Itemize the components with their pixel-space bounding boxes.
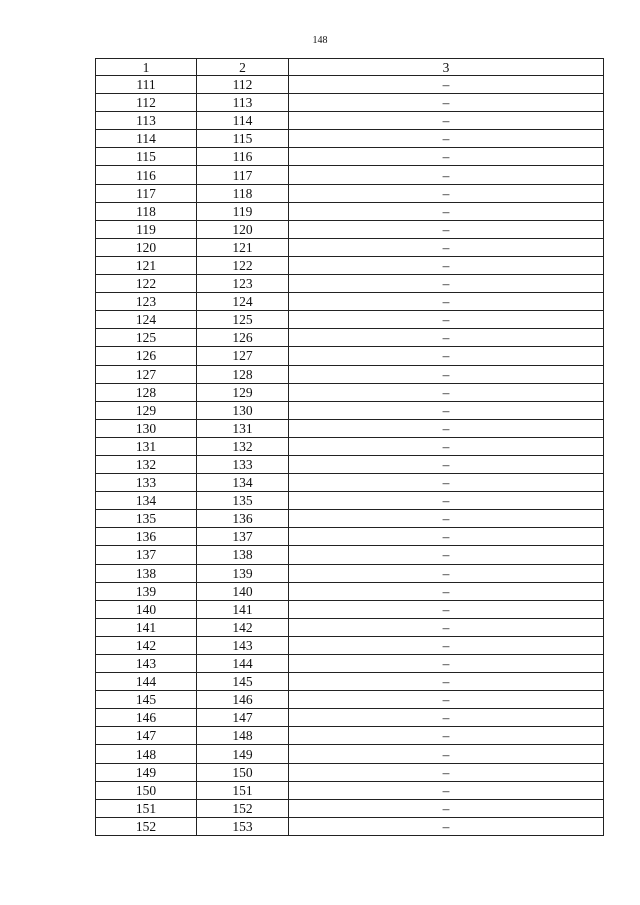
table-row — [96, 474, 604, 492]
table-row — [96, 600, 604, 618]
table-cell-col-3: – — [289, 492, 604, 510]
table-cell-col-3: – — [289, 474, 604, 492]
table-cell-col-3: – — [289, 455, 604, 473]
table-cell-col-1: 111 — [96, 76, 197, 94]
table-cell-col-3: – — [289, 311, 604, 329]
table-cell-col-2: 131 — [197, 419, 289, 437]
table-cell-col-2: 146 — [197, 691, 289, 709]
table-row — [96, 655, 604, 673]
table-cell-col-2: 121 — [197, 238, 289, 256]
table-cell-col-1: 122 — [96, 275, 197, 293]
table-cell-col-1: 141 — [96, 618, 197, 636]
table-row — [96, 112, 604, 130]
table-cell-col-2: 137 — [197, 528, 289, 546]
table-row — [96, 238, 604, 256]
table-cell-col-1: 137 — [96, 546, 197, 564]
table-cell-col-3: – — [289, 401, 604, 419]
table-cell-col-1: 146 — [96, 709, 197, 727]
table-cell-col-3: – — [289, 745, 604, 763]
table-cell-col-3: – — [289, 347, 604, 365]
table-cell-col-3: – — [289, 383, 604, 401]
table-row — [96, 817, 604, 835]
table-cell-col-2: 138 — [197, 546, 289, 564]
table-cell-col-2: 112 — [197, 76, 289, 94]
table-row — [96, 618, 604, 636]
table-cell-col-3: – — [289, 184, 604, 202]
table-cell-col-2: 114 — [197, 112, 289, 130]
table-cell-col-3: – — [289, 293, 604, 311]
table-row — [96, 401, 604, 419]
table-cell-col-3: – — [289, 220, 604, 238]
header-row — [96, 59, 604, 76]
table-cell-col-2: 143 — [197, 636, 289, 654]
table-cell-col-1: 134 — [96, 492, 197, 510]
table-cell-col-3: – — [289, 76, 604, 94]
table-cell-col-3: – — [289, 564, 604, 582]
table-cell-col-1: 150 — [96, 781, 197, 799]
table-cell-col-3: – — [289, 763, 604, 781]
table-cell-col-2: 115 — [197, 130, 289, 148]
table-cell-col-1: 113 — [96, 112, 197, 130]
table-cell-col-3: – — [289, 799, 604, 817]
table-cell-col-1: 121 — [96, 256, 197, 274]
table-row — [96, 691, 604, 709]
table-cell-col-3: – — [289, 510, 604, 528]
table-row — [96, 510, 604, 528]
table-cell-col-2: 153 — [197, 817, 289, 835]
table-cell-col-2: 150 — [197, 763, 289, 781]
data-table — [95, 58, 604, 836]
table-cell-col-2: 118 — [197, 184, 289, 202]
table-row — [96, 184, 604, 202]
table-cell-col-1: 117 — [96, 184, 197, 202]
table-cell-col-3: – — [289, 691, 604, 709]
table-cell-col-3: – — [289, 636, 604, 654]
table-cell-col-1: 142 — [96, 636, 197, 654]
table-cell-col-1: 143 — [96, 655, 197, 673]
table-cell-col-3: – — [289, 148, 604, 166]
table-cell-col-1: 148 — [96, 745, 197, 763]
table-cell-col-2: 145 — [197, 673, 289, 691]
table-cell-col-2: 130 — [197, 401, 289, 419]
table-cell-col-3: – — [289, 202, 604, 220]
table-row — [96, 492, 604, 510]
table-cell-col-2: 152 — [197, 799, 289, 817]
table-row — [96, 546, 604, 564]
table-cell-col-1: 127 — [96, 365, 197, 383]
table-cell-col-1: 130 — [96, 419, 197, 437]
table-header — [96, 59, 604, 76]
table-row — [96, 763, 604, 781]
table-cell-col-2: 140 — [197, 582, 289, 600]
table-row — [96, 455, 604, 473]
table-row — [96, 419, 604, 437]
table-cell-col-1: 114 — [96, 130, 197, 148]
table-cell-col-1: 133 — [96, 474, 197, 492]
table-cell-col-1: 131 — [96, 437, 197, 455]
table-cell-col-1: 115 — [96, 148, 197, 166]
table-cell-col-2: 122 — [197, 256, 289, 274]
table-row — [96, 564, 604, 582]
column-header-3: 3 — [289, 59, 604, 76]
table-row — [96, 528, 604, 546]
table-row — [96, 582, 604, 600]
table-cell-col-2: 128 — [197, 365, 289, 383]
table-row — [96, 94, 604, 112]
table-cell-col-1: 125 — [96, 329, 197, 347]
table-cell-col-3: – — [289, 817, 604, 835]
table-row — [96, 311, 604, 329]
table-cell-col-1: 151 — [96, 799, 197, 817]
table-row — [96, 166, 604, 184]
table-cell-col-3: – — [289, 600, 604, 618]
table-cell-col-1: 124 — [96, 311, 197, 329]
table-cell-col-2: 125 — [197, 311, 289, 329]
table-row — [96, 383, 604, 401]
table-cell-col-2: 132 — [197, 437, 289, 455]
table-row — [96, 673, 604, 691]
table-cell-col-1: 132 — [96, 455, 197, 473]
table-cell-col-2: 139 — [197, 564, 289, 582]
table-body — [96, 76, 604, 836]
table-cell-col-2: 133 — [197, 455, 289, 473]
table-cell-col-3: – — [289, 673, 604, 691]
table-cell-col-1: 145 — [96, 691, 197, 709]
table-cell-col-1: 112 — [96, 94, 197, 112]
table-cell-col-1: 123 — [96, 293, 197, 311]
table-cell-col-2: 113 — [197, 94, 289, 112]
table-row — [96, 636, 604, 654]
table-cell-col-2: 119 — [197, 202, 289, 220]
table-cell-col-3: – — [289, 655, 604, 673]
table-cell-col-2: 120 — [197, 220, 289, 238]
table-cell-col-3: – — [289, 546, 604, 564]
table-row — [96, 709, 604, 727]
table-cell-col-1: 147 — [96, 727, 197, 745]
table-cell-col-2: 135 — [197, 492, 289, 510]
table-cell-col-1: 135 — [96, 510, 197, 528]
table-row — [96, 365, 604, 383]
table-cell-col-2: 144 — [197, 655, 289, 673]
table-cell-col-2: 151 — [197, 781, 289, 799]
table-cell-col-2: 147 — [197, 709, 289, 727]
table-cell-col-1: 140 — [96, 600, 197, 618]
table-cell-col-2: 149 — [197, 745, 289, 763]
table-cell-col-3: – — [289, 94, 604, 112]
table-cell-col-3: – — [289, 528, 604, 546]
table-cell-col-2: 127 — [197, 347, 289, 365]
table-cell-col-3: – — [289, 781, 604, 799]
table-cell-col-3: – — [289, 709, 604, 727]
table-cell-col-3: – — [289, 437, 604, 455]
table-cell-col-1: 129 — [96, 401, 197, 419]
table-row — [96, 347, 604, 365]
table-row — [96, 799, 604, 817]
table-cell-col-1: 128 — [96, 383, 197, 401]
table-cell-col-1: 116 — [96, 166, 197, 184]
table-cell-col-1: 118 — [96, 202, 197, 220]
table-cell-col-2: 142 — [197, 618, 289, 636]
table-cell-col-3: – — [289, 419, 604, 437]
table-cell-col-3: – — [289, 618, 604, 636]
table-cell-col-3: – — [289, 112, 604, 130]
table-row — [96, 76, 604, 94]
column-header-1: 1 — [96, 59, 197, 76]
table-cell-col-1: 144 — [96, 673, 197, 691]
table-cell-col-3: – — [289, 582, 604, 600]
table-cell-col-3: – — [289, 130, 604, 148]
table-cell-col-1: 120 — [96, 238, 197, 256]
table-cell-col-2: 148 — [197, 727, 289, 745]
table-cell-col-1: 138 — [96, 564, 197, 582]
column-header-2: 2 — [197, 59, 289, 76]
page-number: 148 — [312, 35, 328, 46]
table-cell-col-3: – — [289, 238, 604, 256]
table-cell-col-3: – — [289, 329, 604, 347]
table-row — [96, 148, 604, 166]
table-cell-col-1: 149 — [96, 763, 197, 781]
table-row — [96, 745, 604, 763]
table-cell-col-3: – — [289, 365, 604, 383]
table-cell-col-2: 117 — [197, 166, 289, 184]
table-cell-col-2: 136 — [197, 510, 289, 528]
table-cell-col-2: 123 — [197, 275, 289, 293]
table-cell-col-1: 152 — [96, 817, 197, 835]
table-cell-col-2: 124 — [197, 293, 289, 311]
table-row — [96, 256, 604, 274]
table-row — [96, 130, 604, 148]
table-cell-col-1: 139 — [96, 582, 197, 600]
table-cell-col-3: – — [289, 166, 604, 184]
table-row — [96, 781, 604, 799]
table-row — [96, 437, 604, 455]
table-row — [96, 727, 604, 745]
table-cell-col-3: – — [289, 275, 604, 293]
table-row — [96, 293, 604, 311]
table-cell-col-1: 136 — [96, 528, 197, 546]
table-cell-col-2: 116 — [197, 148, 289, 166]
table-row — [96, 275, 604, 293]
table-cell-col-3: – — [289, 256, 604, 274]
table-cell-col-2: 141 — [197, 600, 289, 618]
table-row — [96, 220, 604, 238]
table-cell-col-1: 119 — [96, 220, 197, 238]
table-cell-col-1: 126 — [96, 347, 197, 365]
table-row — [96, 202, 604, 220]
table-row — [96, 329, 604, 347]
table-cell-col-3: – — [289, 727, 604, 745]
table-cell-col-2: 126 — [197, 329, 289, 347]
table-cell-col-2: 129 — [197, 383, 289, 401]
table-cell-col-2: 134 — [197, 474, 289, 492]
